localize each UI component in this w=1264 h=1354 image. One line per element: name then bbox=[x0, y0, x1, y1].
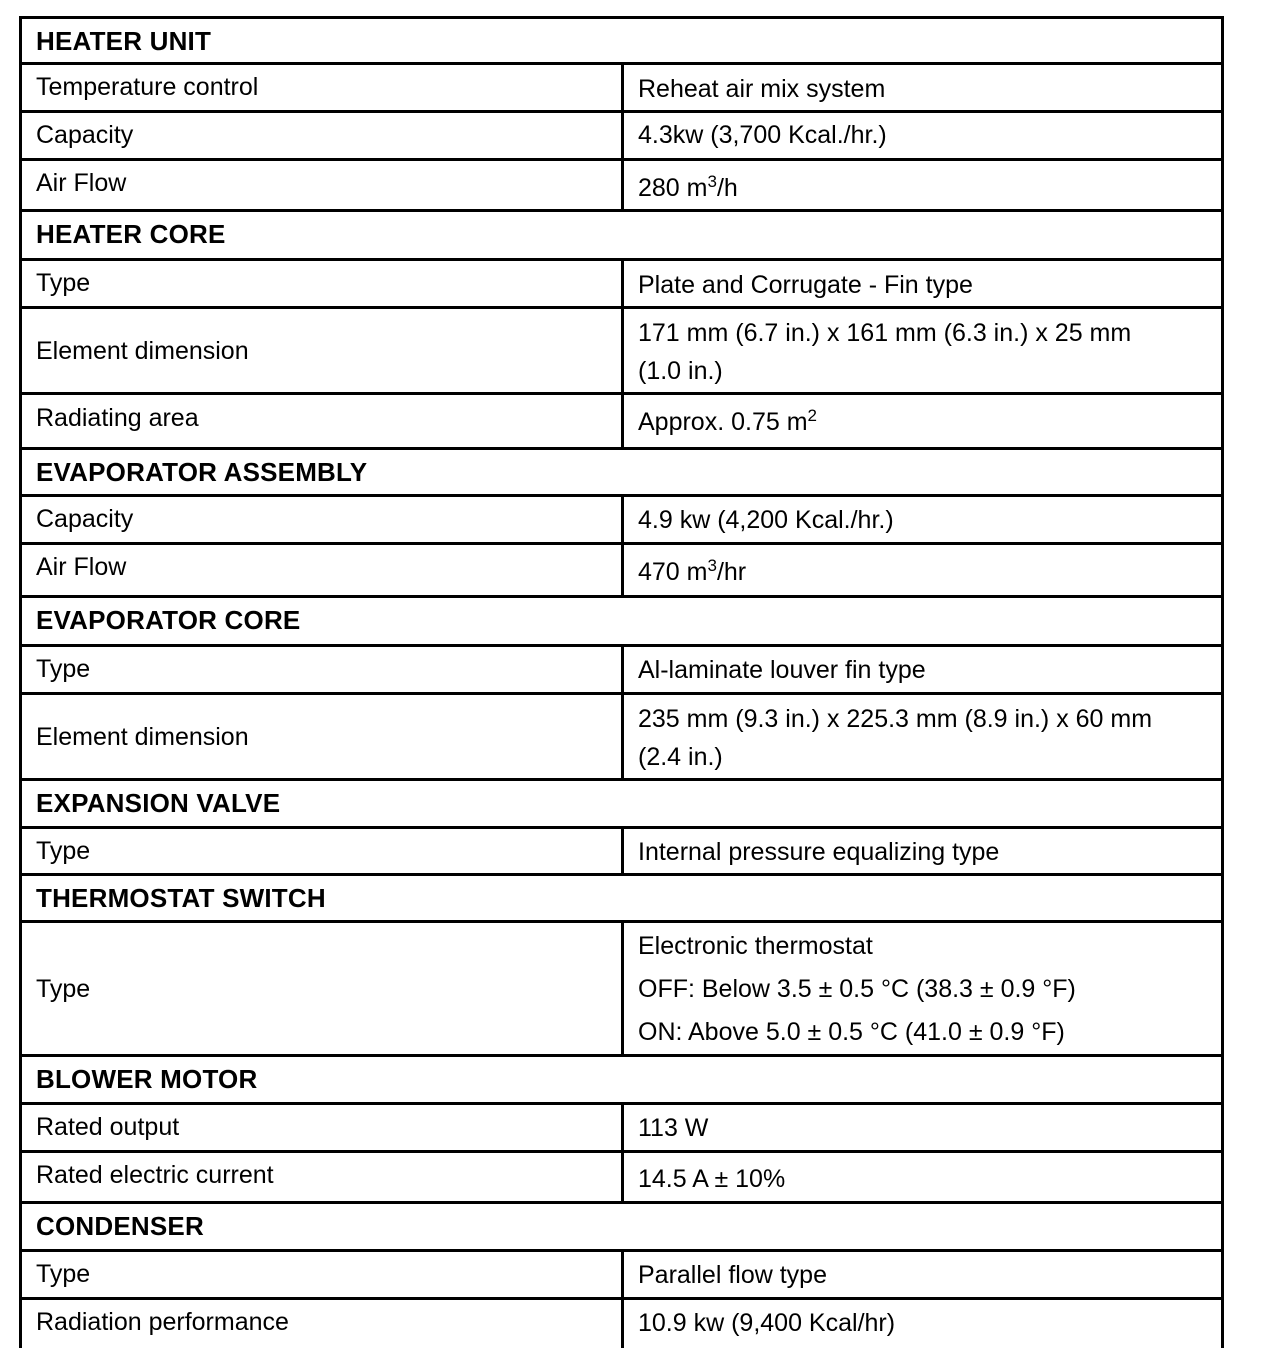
section-header bbox=[19, 781, 1224, 829]
table-row bbox=[19, 395, 1224, 450]
row-label: Capacity bbox=[22, 113, 624, 158]
table-row bbox=[19, 65, 1224, 113]
row-value: Parallel flow type bbox=[638, 1261, 827, 1289]
row-label: Type bbox=[22, 261, 624, 306]
table-row bbox=[19, 1300, 1224, 1348]
value-line: 235 mm (9.3 in.) x 225.3 mm (8.9 in.) x 60 mm bbox=[638, 705, 1153, 733]
table-row bbox=[19, 545, 1224, 598]
table-row bbox=[19, 829, 1224, 876]
row-value: 280 $m^3/h$ bbox=[638, 172, 738, 202]
row-value bbox=[624, 923, 1221, 1054]
table-row bbox=[19, 647, 1224, 695]
table-row bbox=[19, 113, 1224, 161]
row-label: Type bbox=[22, 1252, 624, 1297]
section-header bbox=[19, 1057, 1224, 1105]
row-value: 4.9 kw (4,200 Kcal./hr.) bbox=[638, 506, 894, 534]
table-row bbox=[19, 497, 1224, 545]
spec-table bbox=[19, 16, 1224, 1348]
row-value: Plate and Corrugate - Fin type bbox=[638, 271, 973, 299]
table-row bbox=[19, 695, 1224, 781]
row-label: Type bbox=[22, 647, 624, 692]
section-title: EVAPORATOR CORE bbox=[36, 605, 301, 635]
section-title: EXPANSION VALVE bbox=[36, 788, 281, 818]
section-title: THERMOSTAT SWITCH bbox=[36, 883, 326, 913]
section-title: BLOWER MOTOR bbox=[36, 1064, 258, 1094]
row-label: Temperature control bbox=[22, 65, 624, 110]
table-row bbox=[19, 309, 1224, 395]
section-title: EVAPORATOR ASSEMBLY bbox=[36, 457, 368, 487]
row-value bbox=[624, 695, 1221, 778]
row-value: 4.3kw (3,700 Kcal./hr.) bbox=[638, 121, 887, 149]
row-value: 113 W bbox=[638, 1114, 709, 1142]
row-value: Al-laminate louver fin type bbox=[638, 656, 926, 684]
table-row bbox=[19, 161, 1224, 212]
row-label: Type bbox=[22, 829, 624, 873]
value-line: (1.0 in.) bbox=[638, 357, 723, 385]
row-label: Air Flow bbox=[22, 545, 624, 595]
table-row bbox=[19, 1105, 1224, 1153]
row-value: 14.5 A ± 10% bbox=[638, 1165, 786, 1193]
row-label: Rated output bbox=[22, 1105, 624, 1150]
table-row bbox=[19, 1252, 1224, 1300]
section-title: HEATER UNIT bbox=[36, 26, 212, 56]
table-row bbox=[19, 923, 1224, 1057]
section-header bbox=[19, 212, 1224, 261]
section-header bbox=[19, 598, 1224, 647]
value-line: OFF: Below 3.5 ± 0.5 °C (38.3 ± 0.9 °F) bbox=[638, 975, 1076, 1003]
section-header bbox=[19, 1204, 1224, 1252]
row-label: Capacity bbox=[22, 497, 624, 542]
section-header bbox=[19, 450, 1224, 497]
row-value: Reheat air mix system bbox=[638, 75, 886, 103]
section-header bbox=[19, 876, 1224, 923]
section-header bbox=[19, 16, 1224, 65]
row-value: Internal pressure equalizing type bbox=[638, 838, 1000, 866]
table-row bbox=[19, 1153, 1224, 1204]
value-line: ON: Above 5.0 ± 0.5 °C (41.0 ± 0.9 °F) bbox=[638, 1018, 1065, 1046]
row-label: Rated electric current bbox=[22, 1153, 624, 1201]
row-value bbox=[624, 309, 1221, 392]
row-value: Approx. 0.75 $m^2$ bbox=[638, 406, 817, 436]
row-label: Element dimension bbox=[22, 309, 624, 392]
row-value: 10.9 kw (9,400 Kcal/hr) bbox=[638, 1309, 896, 1337]
value-line: 171 mm (6.7 in.) x 161 mm (6.3 in.) x 25 mm bbox=[638, 319, 1132, 347]
row-label: Type bbox=[22, 923, 624, 1054]
value-line: Electronic thermostat bbox=[638, 932, 873, 960]
row-value: 470 $m^3/hr$ bbox=[638, 556, 747, 586]
value-line: (2.4 in.) bbox=[638, 743, 723, 771]
table-row bbox=[19, 261, 1224, 309]
section-title: HEATER CORE bbox=[36, 219, 226, 249]
row-label: Radiating area bbox=[22, 395, 624, 447]
row-label: Air Flow bbox=[22, 161, 624, 209]
section-title: CONDENSER bbox=[36, 1211, 204, 1241]
row-label: Radiation performance bbox=[22, 1300, 624, 1348]
row-label: Element dimension bbox=[22, 695, 624, 778]
